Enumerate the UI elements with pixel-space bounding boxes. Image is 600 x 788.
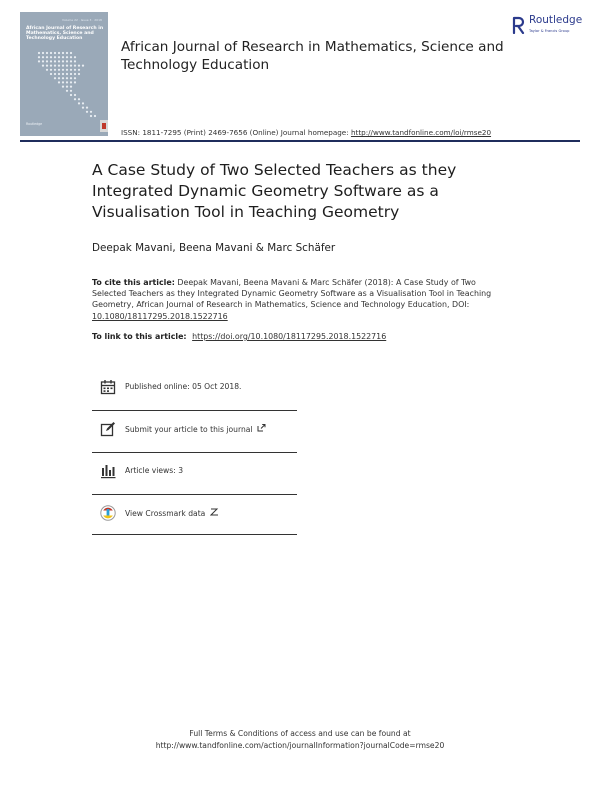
cover-publisher: Routledge [26,122,43,126]
map-dot [74,60,76,62]
map-dot [58,81,60,83]
external-link-icon [257,424,266,432]
map-dot [66,73,68,75]
journal-homepage-link[interactable]: http://www.tandfonline.com/loi/rmse20 [350,128,492,137]
bar-chart-icon [100,463,116,479]
map-dot [90,111,92,113]
issn-text: ISSN: 1811-7295 (Print) 2469-7656 (Online) Journal homepage: [121,128,349,137]
map-dot [62,81,64,83]
map-dot [78,65,80,67]
crossmark-icon [100,505,116,521]
published-online-row [92,376,297,416]
map-dot [54,52,56,54]
map-dot [66,52,68,54]
map-dot [82,107,84,109]
map-dot [66,56,68,58]
map-dot [54,73,56,75]
row-divider [92,494,297,495]
article-authors: Deepak Mavani, Beena Mavani & Marc Schäfer [92,242,336,254]
map-dot [46,56,48,58]
map-dot [54,69,56,71]
map-dot [78,98,80,100]
map-dot [46,65,48,67]
map-dot [86,107,88,109]
map-dot [42,65,44,67]
map-dot [38,60,40,62]
map-dot [82,102,84,104]
submit-article-link[interactable] [125,424,266,434]
row-divider [92,410,297,411]
map-dot [74,77,76,79]
citation-label: To cite this article: [92,278,175,287]
map-dot [58,69,60,71]
map-dot [74,69,76,71]
map-dot [70,60,72,62]
map-dot [42,60,44,62]
map-dot [54,60,56,62]
map-dot [74,81,76,83]
footer-terms-link[interactable]: http://www.tandfonline.com/action/journalInformation?journalCode=rmse20 [155,740,445,750]
article-link-line [92,332,386,341]
map-dot [62,60,64,62]
crossmark-row[interactable] [92,502,297,542]
map-dot [62,77,64,79]
map-dot [70,73,72,75]
map-dot [70,65,72,67]
map-dot [58,77,60,79]
map-dot [74,94,76,96]
issn-line [121,128,491,137]
map-dot [50,73,52,75]
submit-article-row[interactable] [92,418,297,458]
article-title: A Case Study of Two Selected Teachers as they Integrated Dynamic Geometry Software as a Visualisation Tool in Teaching Geometry [92,161,457,221]
map-dot [46,60,48,62]
map-dot [58,56,60,58]
map-dot [54,56,56,58]
edit-icon [100,421,116,437]
article-views-row [92,460,297,500]
map-dot [74,56,76,58]
citation-doi-link[interactable]: 10.1080/18117295.2018.1522716 [92,311,228,321]
map-dot [62,73,64,75]
map-dot [54,77,56,79]
map-dot [50,56,52,58]
map-dot [70,56,72,58]
article-doi-url[interactable]: https://doi.org/10.1080/18117295.2018.1522716 [192,332,387,341]
submit-article-text: Submit your article to this journal [125,425,253,434]
map-dot [74,73,76,75]
journal-cover [20,12,108,136]
crossmark-link[interactable] [125,508,219,518]
map-dot [70,90,72,92]
map-dot [66,77,68,79]
map-dot [50,60,52,62]
map-dot [58,52,60,54]
row-divider [92,534,297,535]
map-dot [70,69,72,71]
publisher-tagline: Taylor & Francis Group [529,29,570,33]
map-dot [78,69,80,71]
external-link-icon [210,508,219,516]
map-dot [66,90,68,92]
citation-block [92,277,512,322]
calendar-icon [100,379,116,395]
map-dot [50,65,52,67]
map-dot [62,86,64,88]
map-dot [78,102,80,104]
row-divider [92,452,297,453]
map-dot [42,56,44,58]
footer [0,728,600,751]
cover-badge-icon [100,120,108,132]
crossmark-text: View Crossmark data [125,509,206,518]
header-divider [20,140,580,142]
map-dot [58,60,60,62]
map-dot [46,69,48,71]
map-dot [66,86,68,88]
map-dot [82,65,84,67]
journal-title: African Journal of Research in Mathematics, Science and Technology Education [121,39,504,73]
map-dot [70,77,72,79]
map-dot [38,52,40,54]
cover-title: African Journal of Research in Mathematics, Science and Technology Education [26,26,104,42]
map-dot [86,111,88,113]
map-dot [54,65,56,67]
map-dot [70,52,72,54]
routledge-r-icon [512,16,526,34]
map-dot [62,52,64,54]
map-dot [78,73,80,75]
published-online-text: Published online: 05 Oct 2018. [125,382,242,391]
map-dot [62,69,64,71]
map-dot [66,81,68,83]
article-views-text: Article views: 3 [125,466,184,475]
publisher-brand: Routledge [529,14,583,26]
map-dot [66,65,68,67]
map-dot [50,52,52,54]
map-dot [94,115,96,117]
map-dot [70,81,72,83]
africa-map-icon [36,50,98,120]
map-dot [58,65,60,67]
map-dot [66,69,68,71]
map-dot [46,52,48,54]
map-dot [66,60,68,62]
citation-text: Deepak Mavani, Beena Mavani & Marc Schäfer (2018): A Case Study of Two Selected Teachers as they Integrated Dynamic Geometry Software as a Visualisation Tool in Teaching Geometry, African Journal of Research in Mathematics, Science and Technology Education, DOI: [92,278,492,310]
map-dot [74,98,76,100]
cover-volume-line: Volume 22 · Issue 3 · 2018 [62,18,102,22]
map-dot [70,86,72,88]
map-dot [62,65,64,67]
map-dot [70,94,72,96]
map-dot [62,56,64,58]
map-dot [74,65,76,67]
map-dot [50,69,52,71]
map-dot [38,56,40,58]
footer-terms-text: Full Terms & Conditions of access and use can be found at [189,729,411,738]
article-link-label: To link to this article: [92,332,187,341]
map-dot [90,115,92,117]
map-dot [42,52,44,54]
map-dot [58,73,60,75]
